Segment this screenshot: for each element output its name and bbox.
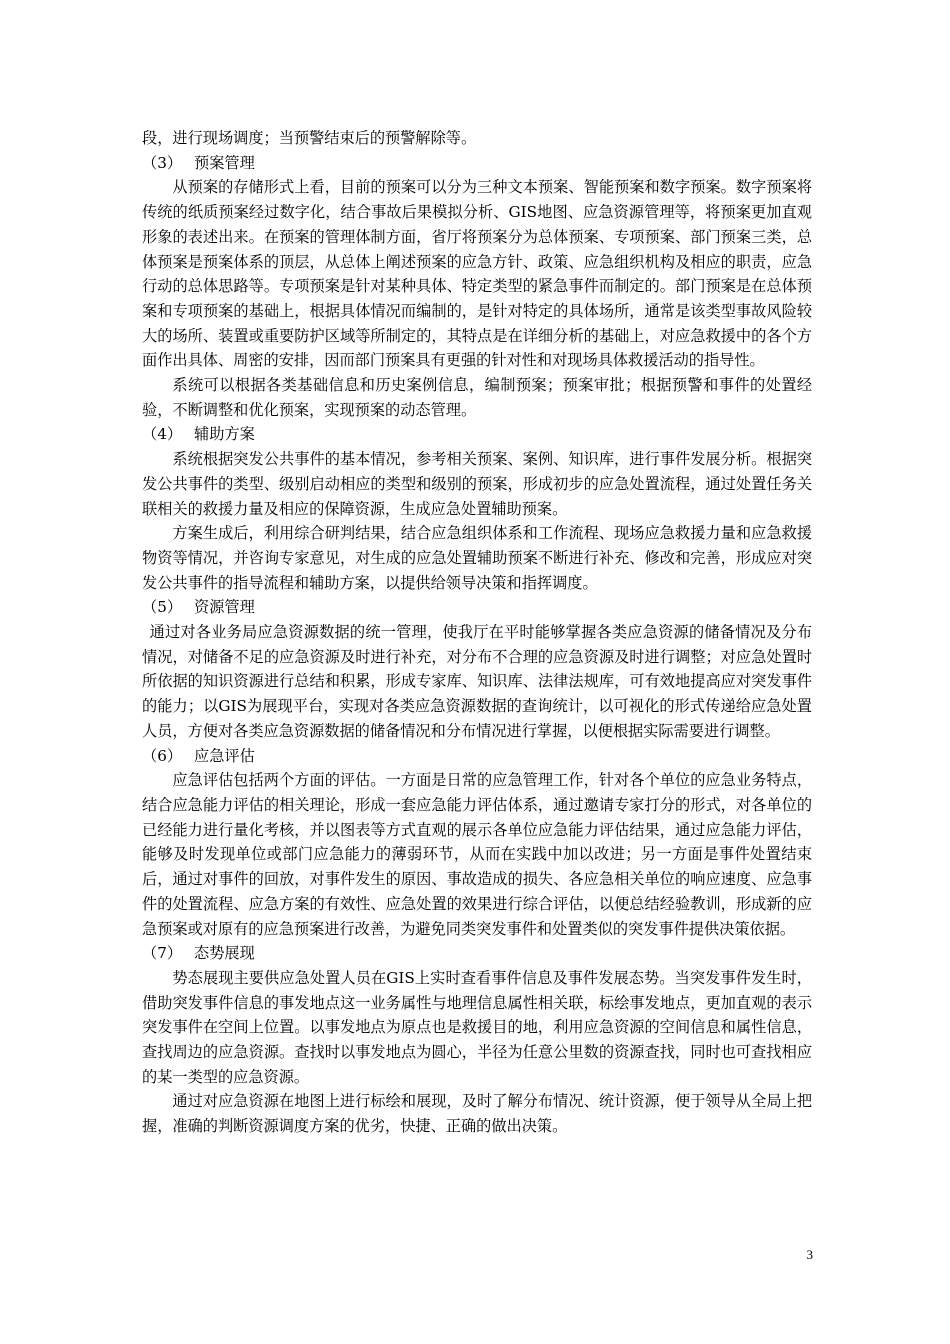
paragraph: 系统根据突发公共事件的基本情况，参考相关预案、案例、知识库，进行事件发展分析。根据突发公共事件的类型、级别启动相应的类型和级别的预案，形成初步的应急处置流程，通过处置任务关联相关的救援力量及相应的保障资源，生成应急处置辅助预案。 [142,450,812,518]
section-title: 态势展现 [194,944,255,963]
paragraph: 应急评估包括两个方面的评估。一方面是日常的应急管理工作，针对各个单位的应急业务特点，结合应急能力评估的相关理论，形成一套应急能力评估体系，通过邀请专家打分的形式，对各单位的已经能力进行量化考核，并以图表等方式直观的展示各单位应急能力评估结果，通过应急能力评估，能够及时发现单位或部门应急能力的薄弱环节，从而在实践中加以改进；另一方面是事件处置结束后，通过对事件的回放，对事件发生的原因、事故造成的损失、各应急相关单位的响应速度、应急事件的处置流程、应急方案的有效性、应急处置的效果进行综合评估，以便总结经验教训，形成新的应急预案或对原有的应急预案进行改善，为避免同类突发事件和处置类似的突发事件提供决策依据。 [142,771,812,938]
section-heading [142,422,812,447]
section-title: 辅助方案 [194,425,255,444]
section-number: （7） [142,944,183,963]
paragraph: 通过对应急资源在地图上进行标绘和展现，及时了解分布情况、统计资源，便于领导从全局上把握，准确的判断资源调度方案的优劣，快捷、正确的做出决策。 [142,1092,812,1136]
document-body [142,126,812,1139]
paragraph: 系统可以根据各类基础信息和历史案例信息，编制预案；预案审批；根据预警和事件的处置经验，不断调整和优化预案，实现预案的动态管理。 [142,376,812,419]
section-heading [142,595,812,620]
section-title: 资源管理 [194,598,255,617]
section-heading [142,151,812,176]
paragraph: 从预案的存储形式上看，目前的预案可以分为三种文本预案、智能预案和数字预案。数字预案将传统的纸质预案经过数字化，结合事故后果模拟分析、GIS地图、应急资源管理等，将预案更加直观形象的表述出来。在预案的管理体制方面，省厅将预案分为总体预案、专项预案、部门预案三类，总体预案是预案体系的顶层，从总体上阐述预案的应急方针、政策、应急组织机构及相应的职责，应急行动的总体思路等。专项预案是针对某种具体、特定类型的紧急事件而制定的。部门预案是在总体预案和专项预案的基础上，根据具体情况而编制的，是针对特定的具体场所，通常是该类型事故风险较大的场所、装置或重要防护区域等所制定的，其特点是在详细分析的基础上，对应急救援中的各个方面作出具体、周密的安排，因而部门预案具有更强的针对性和对现场具体救援活动的指导性。 [142,178,812,370]
section-heading [142,941,812,966]
section-number: （3） [142,153,183,172]
paragraph: 势态展现主要供应急处置人员在GIS上实时查看事件信息及事件发展态势。当突发事件发生时，借助突发事件信息的事发地点这一业务属性与地理信息属性相关联，标绘事发地点，更加直观的表示突发事件在空间上位置。以事发地点为原点也是救援目的地，利用应急资源的空间信息和属性信息，查找周边的应急资源。查找时以事发地点为圆心，半径为任意公里数的资源查找，同时也可查找相应的某一类型的应急资源。 [142,968,812,1086]
section-number: （5） [142,598,183,617]
continuation-line: 段，进行现场调度；当预警结束后的预警解除等。 [142,129,477,147]
section-number: （6） [142,746,183,765]
page-number: 3 [806,1247,813,1262]
paragraph: 通过对各业务局应急资源数据的统一管理，使我厅在平时能够掌握各类应急资源的储备情况及分布情况，对储备不足的应急资源及时进行补充，对分布不合理的应急资源及时进行调整；对应急处置时所依据的知识资源进行总结和积累，形成专家库、知识库、法律法规库，可有效地提高应对突发事件的能力；以GIS为展现平台，实现对各类应急资源数据的查询统计，以可视化的形式传递给应急处置人员，方便对各类应急资源数据的储备情况和分布情况进行掌握，以便根据实际需要进行调整。 [142,623,812,740]
section-title: 应急评估 [194,746,255,765]
paragraph: 方案生成后，利用综合研判结果，结合应急组织体系和工作流程、现场应急救援力量和应急救援物资等情况，并咨询专家意见，对生成的应急处置辅助预案不断进行补充、修改和完善，形成应对突发公共事件的指导流程和辅助方案，以提供给领导决策和指挥调度。 [142,524,812,592]
section-title: 预案管理 [194,153,255,172]
section-heading [142,744,812,769]
section-number: （4） [142,425,183,444]
